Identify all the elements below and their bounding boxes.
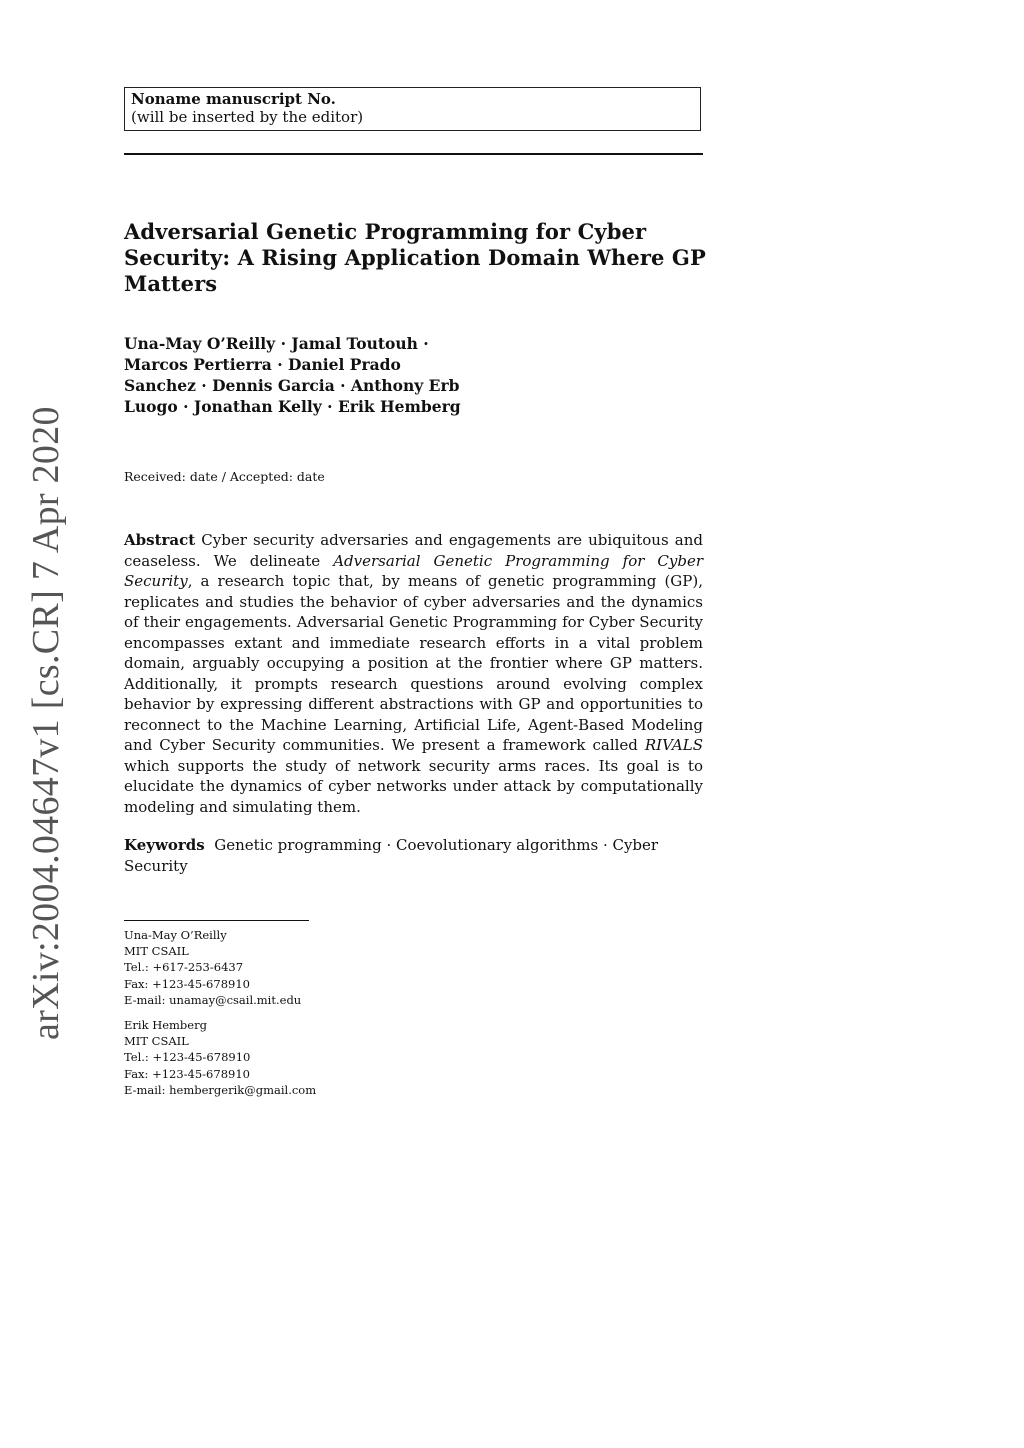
author-contact — [124, 1017, 384, 1098]
contact-fax: Fax: +123-45-678910 — [124, 1066, 250, 1081]
abstract — [124, 530, 703, 817]
keywords — [124, 835, 684, 876]
abstract-text: Cyber security adversaries and engagements are ubiquitous and ceaseless. We delineate — [124, 531, 703, 570]
contact-tel: Tel.: +123-45-678910 — [124, 1050, 251, 1065]
arxiv-identifier-stamp: arXiv:2004.04647v1 [cs.CR] 7 Apr 2020 — [25, 406, 67, 1040]
received-date: Received: date / Accepted: date — [124, 469, 325, 484]
author-line: Luogo · Jonathan Kelly · Erik Hemberg — [124, 397, 461, 416]
abstract-heading: Abstract — [124, 531, 196, 549]
contact-email: E-mail: hembergerik@gmail.com — [124, 1082, 317, 1097]
contact-tel: Tel.: +617-253-6437 — [124, 960, 244, 975]
author-line: Sanchez · Dennis Garcia · Anthony Erb — [124, 376, 460, 395]
contact-affiliation: MIT CSAIL — [124, 1034, 189, 1049]
abstract-text: which supports the study of network security arms races. Its goal is to elucidate the dynamics of cyber networks under attack by computationally modeling and simulating them. — [124, 756, 703, 816]
contact-affiliation: MIT CSAIL — [124, 944, 189, 959]
author-list — [124, 333, 524, 417]
contact-name: Una-May O’Reilly — [124, 928, 227, 942]
author-contact — [124, 927, 384, 1008]
footnote-rule — [124, 920, 309, 921]
keywords-heading: Keywords — [124, 836, 205, 854]
manuscript-number-box — [124, 87, 701, 131]
editor-note: (will be inserted by the editor) — [131, 108, 364, 126]
paper-title: Adversarial Genetic Programming for Cyber Security: A Rising Application Domain Where GP Matters — [124, 219, 706, 296]
header-rule — [124, 153, 703, 155]
contact-email: E-mail: unamay@csail.mit.edu — [124, 992, 302, 1007]
author-line: Marcos Pertierra · Daniel Prado — [124, 355, 401, 374]
manuscript-number: Noname manuscript No. — [131, 90, 336, 108]
abstract-italic-framework: RIVALS — [644, 736, 703, 754]
abstract-italic-topic: Adversarial Genetic Programming for Cyber Security — [124, 551, 704, 590]
contact-name: Erik Hemberg — [124, 1018, 207, 1032]
author-line: Una-May O’Reilly · Jamal Toutouh · — [124, 334, 429, 353]
keywords-text: Genetic programming · Coevolutionary algorithms · Cyber Security — [124, 836, 659, 875]
contact-fax: Fax: +123-45-678910 — [124, 976, 250, 991]
abstract-text: , a research topic that, by means of genetic programming (GP), replicates and studies the behavior of cyber adversaries and the dynamics of their engagements. Adversarial Genetic Programming for Cyber Security encompasses extant and immediate research efforts in a vital problem domain, arguably occupying a position at the frontier where GP matters. Additionally, it prompts research questions around evolving complex behavior by expressing different abstractions with GP and opportunities to reconnect to the Machine Learning, Artificial Life, Agent-Based Modeling and Cyber Security communities. We present a framework called — [124, 572, 703, 754]
